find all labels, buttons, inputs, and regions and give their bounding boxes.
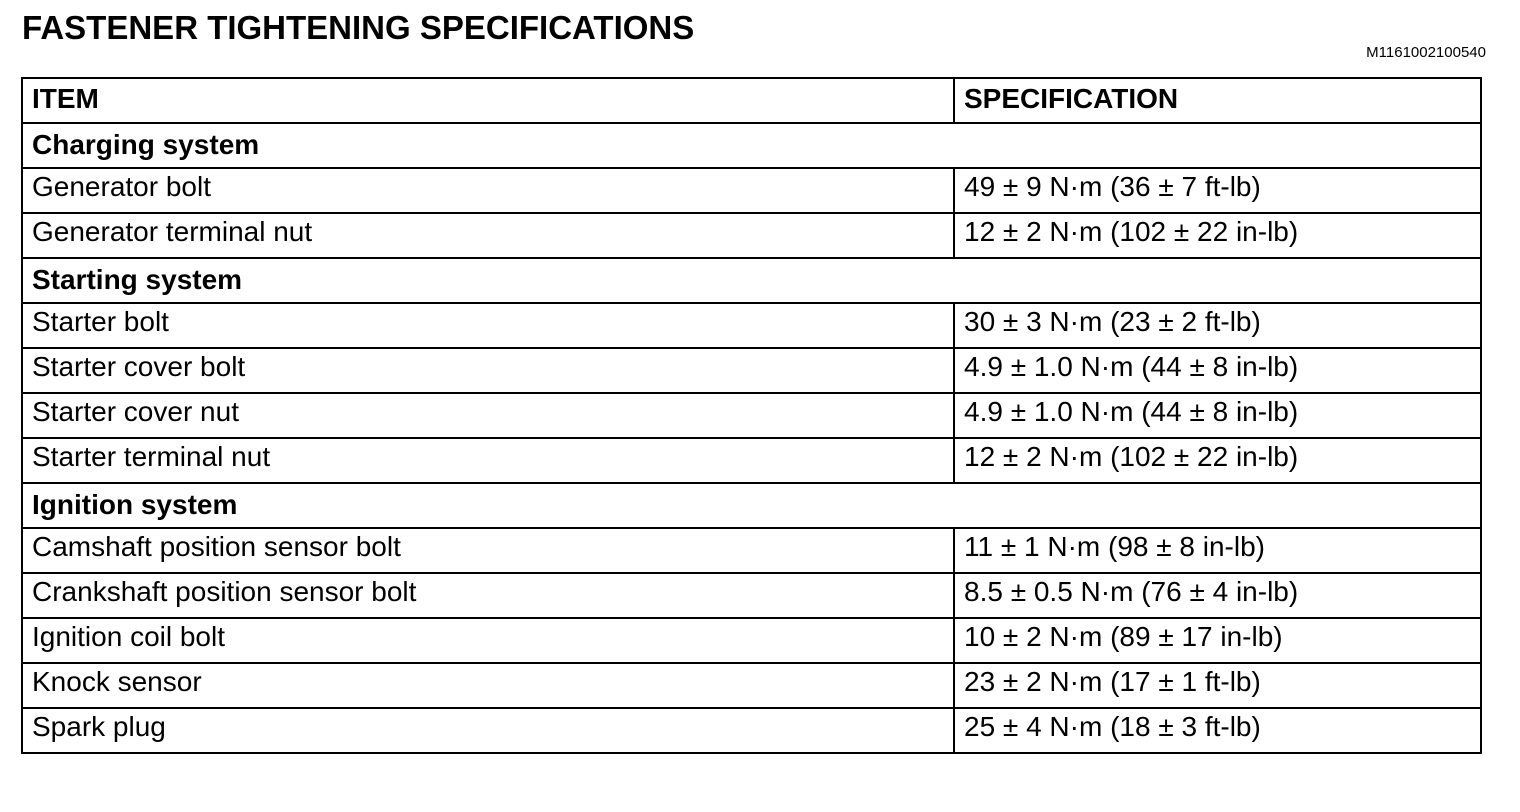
table-row bbox=[22, 393, 1481, 438]
specification-cell: 30 ± 3 N·m (23 ± 2 ft-lb) bbox=[954, 303, 1481, 348]
specification-cell: 10 ± 2 N·m (89 ± 17 in-lb) bbox=[954, 618, 1481, 663]
table-row bbox=[22, 528, 1481, 573]
specification-cell: 12 ± 2 N·m (102 ± 22 in-lb) bbox=[954, 213, 1481, 258]
table-row bbox=[22, 303, 1481, 348]
table-row bbox=[22, 168, 1481, 213]
item-cell: Starter terminal nut bbox=[22, 438, 954, 483]
specification-cell: 11 ± 1 N·m (98 ± 8 in-lb) bbox=[954, 528, 1481, 573]
specifications-table bbox=[21, 77, 1482, 754]
table-row bbox=[22, 348, 1481, 393]
item-cell: Knock sensor bbox=[22, 663, 954, 708]
table-body bbox=[22, 123, 1481, 753]
item-cell: Starter bolt bbox=[22, 303, 954, 348]
specification-cell: 25 ± 4 N·m (18 ± 3 ft-lb) bbox=[954, 708, 1481, 753]
item-cell: Generator bolt bbox=[22, 168, 954, 213]
section-row bbox=[22, 258, 1481, 303]
page-title: FASTENER TIGHTENING SPECIFICATIONS bbox=[22, 9, 695, 46]
specification-cell: 4.9 ± 1.0 N·m (44 ± 8 in-lb) bbox=[954, 393, 1481, 438]
section-row bbox=[22, 123, 1481, 168]
item-cell: Ignition coil bolt bbox=[22, 618, 954, 663]
section-heading: Charging system bbox=[22, 123, 1481, 168]
item-cell: Starter cover nut bbox=[22, 393, 954, 438]
item-cell: Crankshaft position sensor bolt bbox=[22, 573, 954, 618]
table-row bbox=[22, 618, 1481, 663]
specification-cell: 8.5 ± 0.5 N·m (76 ± 4 in-lb) bbox=[954, 573, 1481, 618]
column-header-item: ITEM bbox=[22, 78, 954, 123]
section-row bbox=[22, 483, 1481, 528]
item-cell: Generator terminal nut bbox=[22, 213, 954, 258]
specification-cell: 12 ± 2 N·m (102 ± 22 in-lb) bbox=[954, 438, 1481, 483]
table-row bbox=[22, 438, 1481, 483]
specification-cell: 23 ± 2 N·m (17 ± 1 ft-lb) bbox=[954, 663, 1481, 708]
specification-cell: 4.9 ± 1.0 N·m (44 ± 8 in-lb) bbox=[954, 348, 1481, 393]
section-heading: Starting system bbox=[22, 258, 1481, 303]
table-row bbox=[22, 213, 1481, 258]
specification-cell: 49 ± 9 N·m (36 ± 7 ft-lb) bbox=[954, 168, 1481, 213]
item-cell: Spark plug bbox=[22, 708, 954, 753]
item-cell: Camshaft position sensor bolt bbox=[22, 528, 954, 573]
table-header-row bbox=[22, 78, 1481, 123]
document-id: M1161002100540 bbox=[1366, 44, 1486, 61]
item-cell: Starter cover bolt bbox=[22, 348, 954, 393]
table-row bbox=[22, 663, 1481, 708]
section-heading: Ignition system bbox=[22, 483, 1481, 528]
table-row bbox=[22, 573, 1481, 618]
column-header-specification: SPECIFICATION bbox=[954, 78, 1481, 123]
table-row bbox=[22, 708, 1481, 753]
